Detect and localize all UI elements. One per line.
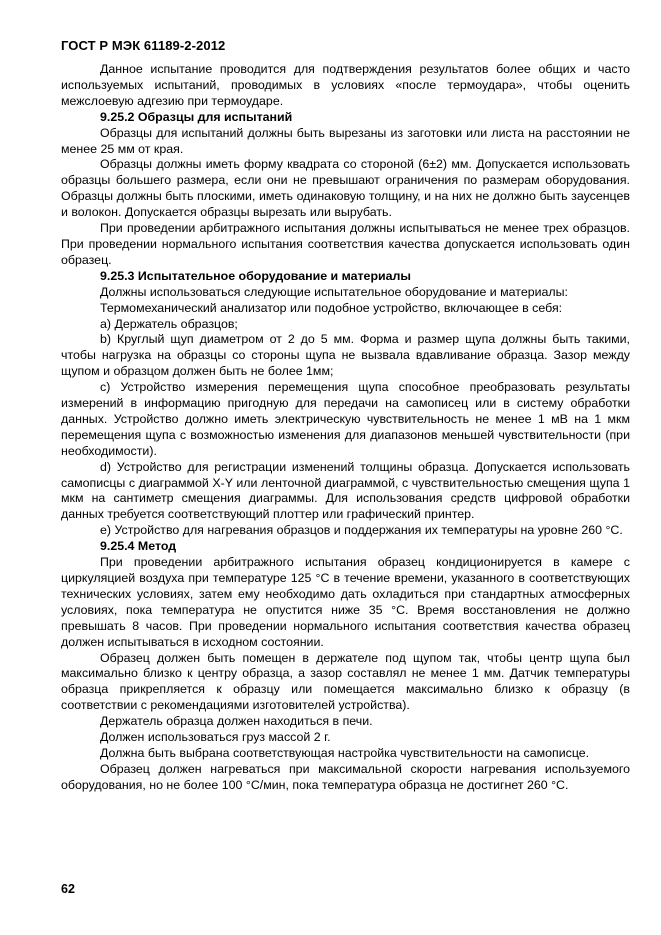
section-heading-method: 9.25.4 Метод [100, 539, 177, 554]
list-item: d) Устройство для регистрации изменений толщины образца. Допускается использовать самописцы с диаграммой X-Y или ленточной диаграммой, с чувствительностью смещения щупа 1 мкм на сантиметр смещения диаграммы. Для использования средств цифровой обработки данных требуется соответствующий плоттер или графический принтер. [61, 459, 630, 522]
list-item: b) Круглый щуп диаметром от 2 до 5 мм. Форма и размер щупа должны быть такими, чтобы нагрузка на образцы со стороны щупа не вызвала вдавливание образца. Зазор между щупом и образцом должен быть не более 1мм; [61, 332, 630, 379]
paragraph: При проведении арбитражного испытания образец кондиционируется в камере с циркуляцией воздуха при температуре 125 °С в течение времени, указанного в соответствующих технических условиях, затем ему необходимо дать охладиться при стандартных атмосферных условиях, пока температура не опустится ниже 35 °С. Время восстановления не должно превышать 8 часов. При проведении нормального испытания соответствия качества образец должен испытываться в исходном состоянии. [61, 555, 630, 649]
list-item: e) Устройство для нагревания образцов и поддержания их температуры на уровне 260 °С. [100, 523, 623, 538]
section-heading-samples: 9.25.2 Образцы для испытаний [100, 109, 293, 124]
paragraph: При проведении арбитражного испытания должны испытываться не менее трех образцов. При проведении нормального испытания соответствия качества допускается использовать один образец. [61, 221, 630, 267]
document-body [61, 62, 630, 794]
section-heading-equipment: 9.25.3 Испытательное оборудование и материалы [100, 268, 411, 283]
paragraph: Должен использоваться груз массой 2 г. [100, 730, 331, 745]
paragraph: Должны использоваться следующие испытательное оборудование и материалы: [100, 284, 569, 299]
list-item: а) Держатель образцов; [100, 316, 238, 331]
page-number: 62 [61, 882, 75, 896]
paragraph: Образцы должны иметь форму квадрата со стороной (6±2) мм. Допускается использовать образцы большего размера, если они не превышают ограничения по размерам оборудования. Образцы должны быть плоскими, иметь одинаковую толщину, и на них не должно быть заусенцев и волокон. Допускается образцы вырезать или вырубать. [61, 157, 630, 220]
paragraph: Термомеханический анализатор или подобное устройство, включающее в себя: [100, 300, 563, 315]
paragraph: Образцы для испытаний должны быть вырезаны из заготовки или листа на расстоянии не менее 25 мм от края. [61, 125, 630, 156]
standard-header: ГОСТ Р МЭК 61189-2-2012 [61, 38, 226, 53]
paragraph: Образец должен быть помещен в держателе под щупом так, чтобы центр щупа был максимально близко к центру образца, а зазор составлял не менее 1 мм. Датчик температуры образца прикрепляется к образцу или помещается максимально близко к образцу (в соответствии с рекомендациями изготовителей устройства). [61, 650, 630, 713]
list-item: c) Устройство измерения перемещения щупа способное преобразовать результаты измерений в информацию пригодную для передачи на самописец или в систему обработки данных. Устройство должно иметь электрическую чувствительность не менее 1 мВ на 1 мкм перемещения щупа с возможностью изменения для диапазонов меньшей чувствительности (при необходимости). [61, 380, 630, 458]
intro-paragraph: Данное испытание проводится для подтверждения результатов более общих и часто используемых испытаний, проводимых в условиях «после термоудара», чтобы оценить межслоевую адгезию при термоударе. [61, 62, 630, 108]
paragraph: Держатель образца должен находиться в печи. [100, 714, 373, 729]
paragraph: Образец должен нагреваться при максимальной скорости нагревания используемого оборудования, но не более 100 °С/мин, пока температура образца не достигнет 260 °С. [61, 761, 630, 792]
paragraph: Должна быть выбрана соответствующая настройка чувствительности на самописце. [100, 745, 590, 760]
